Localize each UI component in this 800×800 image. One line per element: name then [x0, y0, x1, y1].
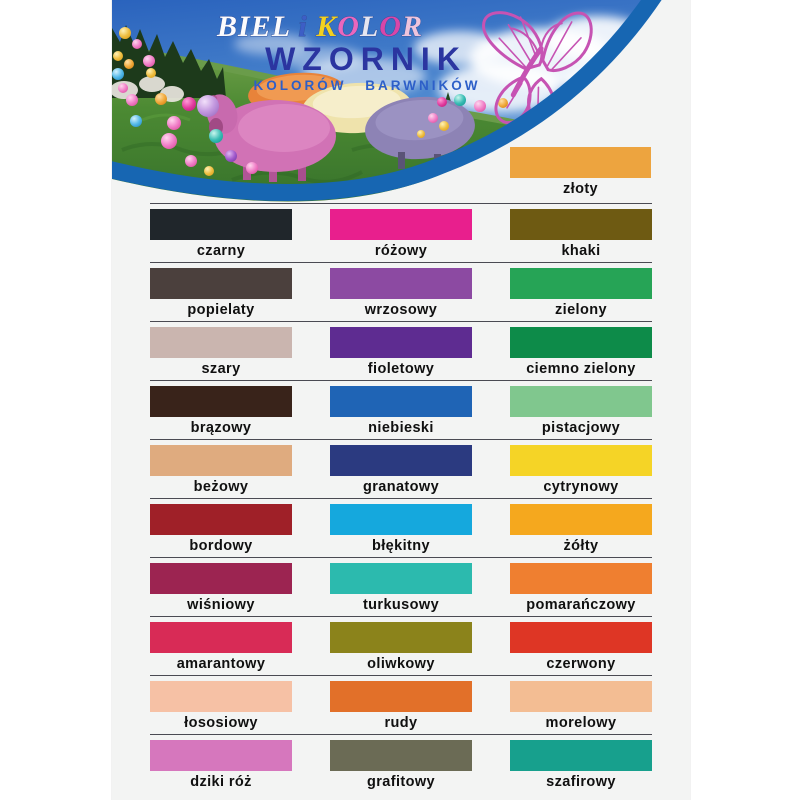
swatch-cell	[150, 558, 292, 616]
swatch-wrzosowy	[330, 268, 472, 299]
swatch-cell	[510, 735, 652, 793]
main-title: WZORNIK	[265, 41, 467, 77]
swatch-label: granatowy	[362, 479, 440, 495]
swatch-ciemno-zielony	[510, 327, 652, 358]
swatch-label: popielaty	[187, 302, 255, 318]
swatch-cell	[150, 381, 292, 439]
swatch-label: oliwkowy	[367, 656, 435, 672]
swatch-label: szary	[201, 361, 241, 377]
swatch-cell	[150, 499, 292, 557]
swatch-łososiowy	[150, 681, 292, 712]
swatch-grafitowy	[330, 740, 472, 771]
swatch-pomarańczowy	[510, 563, 652, 594]
swatch-różowy	[330, 209, 472, 240]
swatch-szary	[150, 327, 292, 358]
swatch-row	[150, 498, 652, 557]
swatch-żółty	[510, 504, 652, 535]
swatch-row	[150, 675, 652, 734]
swatch-cell	[330, 381, 472, 439]
swatch-dziki-róż	[150, 740, 292, 771]
swatch-cell	[330, 676, 472, 734]
swatch-cell	[510, 558, 652, 616]
swatch-amarantowy	[150, 622, 292, 653]
swatch-rudy	[330, 681, 472, 712]
swatch-label: niebieski	[368, 420, 434, 436]
swatch-cell	[510, 617, 652, 675]
swatch-cytrynowy	[510, 445, 652, 476]
swatch-cell	[330, 499, 472, 557]
swatch-cell	[150, 263, 292, 321]
swatch-brązowy	[150, 386, 292, 417]
swatch-row	[150, 616, 652, 675]
swatch-label: khaki	[561, 243, 601, 259]
swatch-label: rudy	[384, 715, 418, 731]
swatch-label: amarantowy	[176, 656, 266, 672]
swatch-turkusowy	[330, 563, 472, 594]
swatch-cell	[510, 676, 652, 734]
swatch-oliwkowy	[330, 622, 472, 653]
swatch-label: wiśniowy	[187, 597, 255, 613]
swatch-cell	[330, 735, 472, 793]
swatch-cell	[150, 676, 292, 734]
swatch-cell	[510, 204, 652, 262]
swatch-błękitny	[330, 504, 472, 535]
swatch-cell	[330, 558, 472, 616]
swatch-label: złoty	[562, 181, 599, 197]
swatch-row	[150, 262, 652, 321]
swatch-morelowy	[510, 681, 652, 712]
brand-title: BIEL i KOLOR	[217, 10, 423, 43]
swatch-niebieski	[330, 386, 472, 417]
swatch-beżowy	[150, 445, 292, 476]
swatch-label: beżowy	[193, 479, 249, 495]
swatch-row	[150, 439, 652, 498]
swatch-popielaty	[150, 268, 292, 299]
swatch-label: bordowy	[189, 538, 253, 554]
swatch-label: łososiowy	[184, 715, 258, 731]
swatch-row	[150, 734, 652, 793]
swatch-czarny	[150, 209, 292, 240]
swatch-czerwony	[510, 622, 652, 653]
swatch-bordowy	[150, 504, 292, 535]
swatch-cell	[150, 735, 292, 793]
swatch-label: dziki róż	[190, 774, 252, 790]
swatch-cell	[330, 322, 472, 380]
swatch-zielony	[510, 268, 652, 299]
swatch-cell	[510, 322, 652, 380]
subtitle: KOLORÓW BARWNIKÓW	[253, 78, 481, 93]
swatch-label: turkusowy	[362, 597, 440, 613]
swatch-cell	[510, 263, 652, 321]
swatch-fioletowy	[330, 327, 472, 358]
swatch-cell	[150, 440, 292, 498]
swatch-cell	[330, 617, 472, 675]
swatch-label: czarny	[196, 243, 246, 259]
swatch-cell	[150, 322, 292, 380]
swatch-row	[150, 203, 652, 262]
swatch-label: fioletowy	[367, 361, 435, 377]
swatch-cell	[330, 440, 472, 498]
swatch-khaki	[510, 209, 652, 240]
swatch-label: szafirowy	[546, 774, 616, 790]
swatch-label: grafitowy	[366, 774, 436, 790]
swatch-label: błękitny	[372, 538, 430, 554]
swatch-label: morelowy	[545, 715, 617, 731]
swatch-label: wrzosowy	[364, 302, 438, 318]
swatch-label: pistacjowy	[541, 420, 621, 436]
swatch-row	[150, 321, 652, 380]
swatch-pistacjowy	[510, 386, 652, 417]
swatch-label: pomarańczowy	[526, 597, 636, 613]
swatch-szafirowy	[510, 740, 652, 771]
swatch-cell	[510, 440, 652, 498]
swatch-cell	[150, 204, 292, 262]
swatch-zloty	[510, 147, 651, 178]
swatch-label: cytrynowy	[543, 479, 619, 495]
swatch-label: żółty	[563, 538, 599, 554]
swatch-label: brązowy	[190, 420, 252, 436]
swatch-row	[150, 557, 652, 616]
swatch-label: czerwony	[546, 656, 616, 672]
swatch-granatowy	[330, 445, 472, 476]
swatch-grid	[150, 203, 652, 793]
swatch-cell	[510, 499, 652, 557]
swatch-row	[150, 380, 652, 439]
gold-swatch-block	[510, 147, 651, 197]
swatch-label: różowy	[374, 243, 428, 259]
swatch-wiśniowy	[150, 563, 292, 594]
swatch-cell	[510, 381, 652, 439]
chart-page	[112, 0, 690, 800]
swatch-cell	[150, 617, 292, 675]
swatch-cell	[330, 263, 472, 321]
swatch-cell	[330, 204, 472, 262]
swatch-label: ciemno zielony	[526, 361, 636, 377]
swatch-label: zielony	[555, 302, 607, 318]
